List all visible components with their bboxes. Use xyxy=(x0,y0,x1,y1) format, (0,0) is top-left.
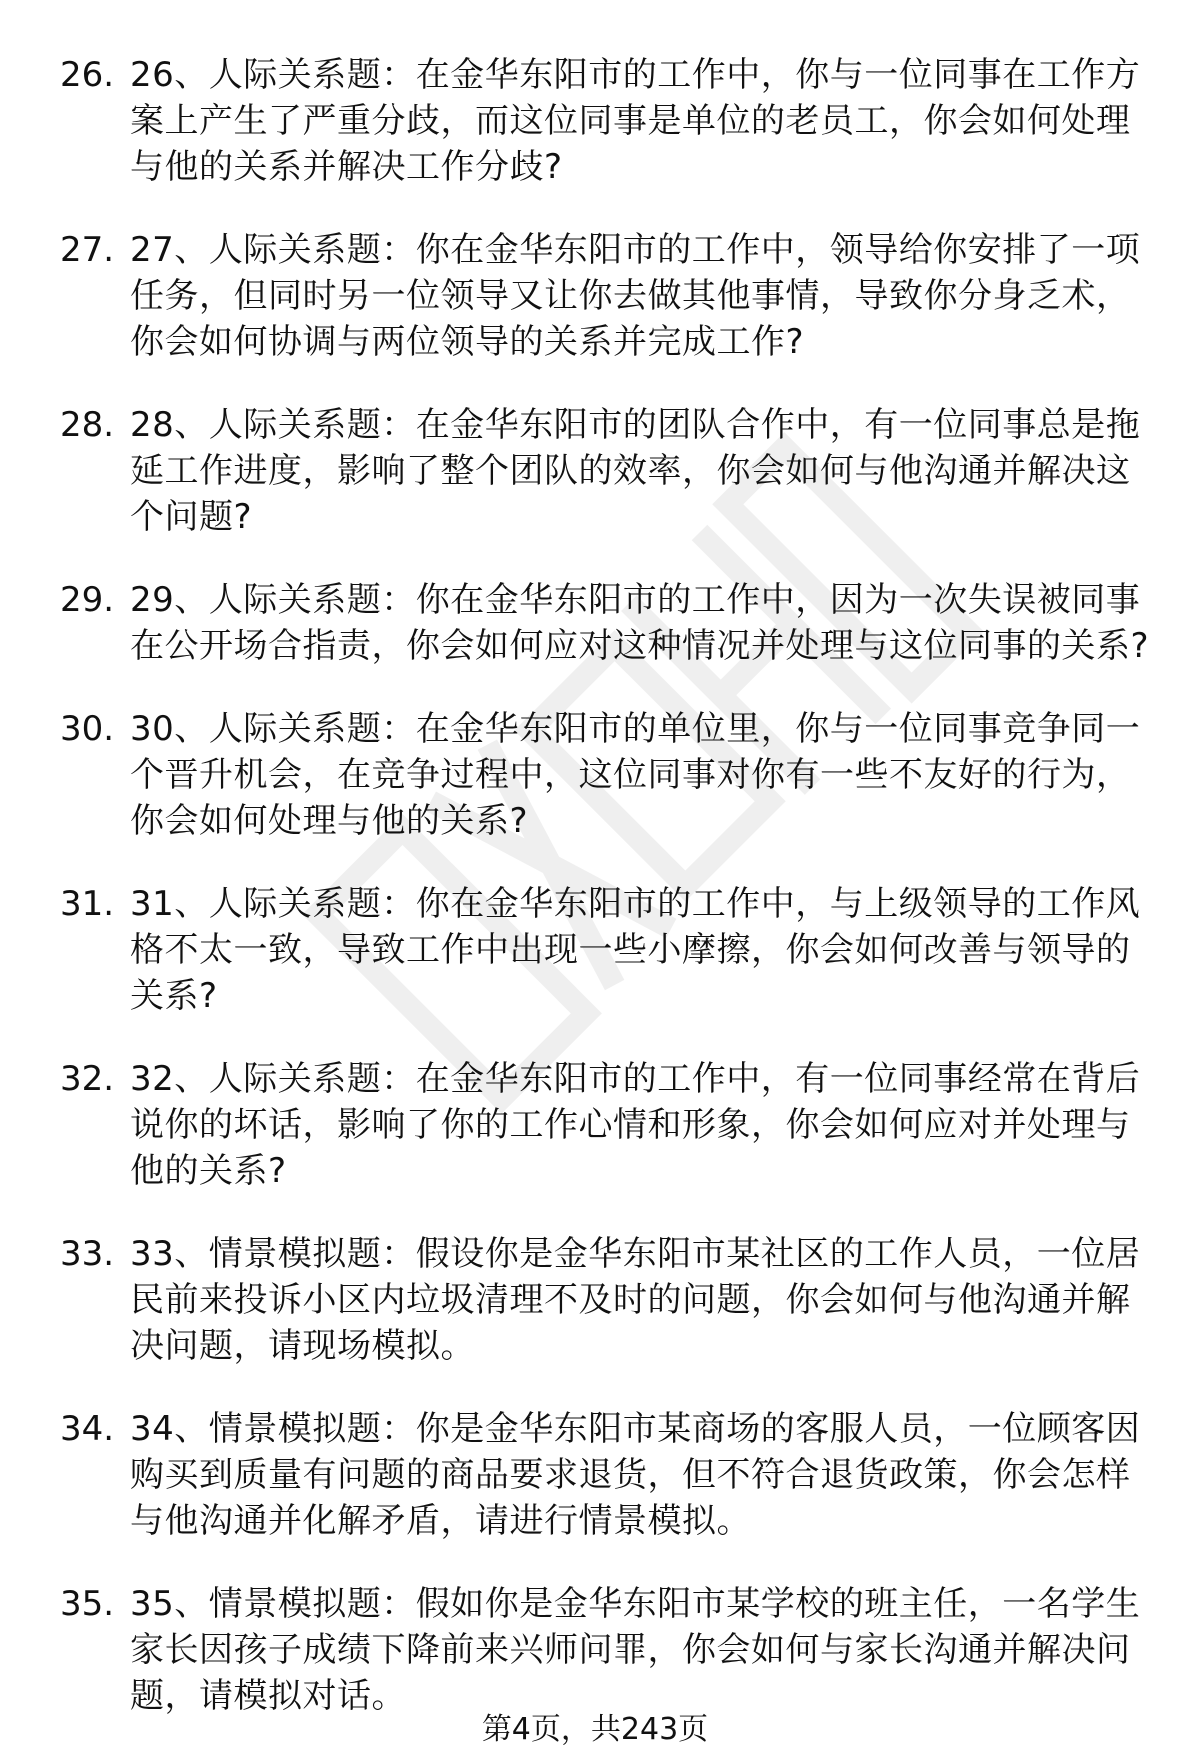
question-text: 26、人际关系题：在金华东阳市的工作中，你与一位同事在工作方案上产生了严重分歧，而这位同事是单位的老员工，你会如何处理与他的关系并解决工作分歧? xyxy=(130,55,1141,187)
question-item xyxy=(60,1056,1155,1194)
question-item xyxy=(60,1231,1155,1369)
question-item xyxy=(60,1406,1155,1544)
question-number: 27. xyxy=(60,230,115,270)
page-indicator: 第4页，共243页 xyxy=(481,1712,709,1747)
question-item xyxy=(60,706,1155,844)
question-item xyxy=(60,227,1155,365)
question-number: 33. xyxy=(60,1234,115,1274)
question-item xyxy=(60,402,1155,540)
question-text: 30、人际关系题：在金华东阳市的单位里，你与一位同事竞争同一个晋升机会，在竞争过程中，这位同事对你有一些不友好的行为，你会如何处理与他的关系? xyxy=(130,709,1141,841)
question-number: 26. xyxy=(60,55,115,95)
question-number: 35. xyxy=(60,1584,115,1624)
question-text: 31、人际关系题：你在金华东阳市的工作中，与上级领导的工作风格不太一致，导致工作中出现一些小摩擦，你会如何改善与领导的关系? xyxy=(130,884,1141,1016)
question-text: 35、情景模拟题：假如你是金华东阳市某学校的班主任，一名学生家长因孩子成绩下降前来兴师问罪，你会如何与家长沟通并解决问题，请模拟对话。 xyxy=(130,1584,1141,1716)
question-item xyxy=(60,881,1155,1019)
question-number: 29. xyxy=(60,580,115,620)
question-item xyxy=(60,52,1155,190)
question-number: 31. xyxy=(60,884,115,924)
question-number: 30. xyxy=(60,709,115,749)
question-text: 34、情景模拟题：你是金华东阳市某商场的客服人员，一位顾客因购买到质量有问题的商品要求退货，但不符合退货政策，你会怎样与他沟通并化解矛盾，请进行情景模拟。 xyxy=(130,1409,1141,1541)
question-text: 28、人际关系题：在金华东阳市的团队合作中，有一位同事总是拖延工作进度，影响了整个团队的效率，你会如何与他沟通并解决这个问题? xyxy=(130,405,1141,537)
question-list xyxy=(60,52,1155,1756)
question-text: 29、人际关系题：你在金华东阳市的工作中，因为一次失误被同事在公开场合指责，你会如何应对这种情况并处理与这位同事的关系? xyxy=(130,580,1150,666)
question-text: 33、情景模拟题：假设你是金华东阳市某社区的工作人员，一位居民前来投诉小区内垃圾清理不及时的问题，你会如何与他沟通并解决问题，请现场模拟。 xyxy=(130,1234,1141,1366)
question-number: 34. xyxy=(60,1409,115,1449)
question-text: 27、人际关系题：你在金华东阳市的工作中，领导给你安排了一项任务，但同时另一位领导又让你去做其他事情，导致你分身乏术，你会如何协调与两位领导的关系并完成工作? xyxy=(130,230,1141,362)
question-text: 32、人际关系题：在金华东阳市的工作中，有一位同事经常在背后说你的坏话，影响了你的工作心情和形象，你会如何应对并处理与他的关系? xyxy=(130,1059,1141,1191)
question-item xyxy=(60,1581,1155,1719)
question-number: 32. xyxy=(60,1059,115,1099)
question-number: 28. xyxy=(60,405,115,445)
question-item xyxy=(60,577,1155,669)
